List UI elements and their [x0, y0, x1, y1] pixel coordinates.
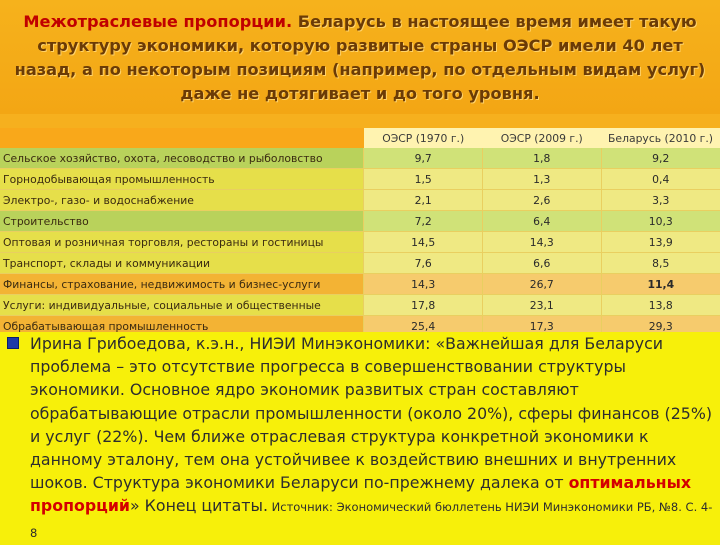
column-header-oecd-1970: ОЭСР (1970 г.): [364, 128, 483, 148]
cell-oecd-2009: 2,6: [482, 190, 601, 211]
cell-oecd-2009: 14,3: [482, 232, 601, 253]
cell-oecd-1970: 2,1: [364, 190, 483, 211]
row-label: Услуги: индивидуальные, социальные и общественные: [0, 295, 364, 316]
cell-belarus-2010: 3,3: [601, 190, 720, 211]
row-label: Финансы, страхование, недвижимость и бизнес-услуги: [0, 274, 364, 295]
cell-oecd-2009: 17,3: [482, 316, 601, 337]
quote-ending: » Конец цитаты.: [130, 496, 268, 516]
table-row: [0, 148, 720, 169]
cell-belarus-2010: 11,4: [601, 274, 720, 295]
table-header-row: [0, 128, 720, 148]
cell-oecd-1970: 17,8: [364, 295, 483, 316]
table-row: [0, 295, 720, 316]
square-bullet-icon: [7, 337, 19, 349]
cell-belarus-2010: 13,8: [601, 295, 720, 316]
cell-oecd-2009: 6,6: [482, 253, 601, 274]
sector-structure-table: [0, 128, 720, 337]
cell-oecd-1970: 14,5: [364, 232, 483, 253]
cell-oecd-2009: 1,3: [482, 169, 601, 190]
row-label: Горнодобывающая промышленность: [0, 169, 364, 190]
table-row: [0, 190, 720, 211]
table-top-stripe: [0, 114, 720, 128]
cell-oecd-1970: 9,7: [364, 148, 483, 169]
quote-block: [0, 332, 720, 540]
cell-belarus-2010: 9,2: [601, 148, 720, 169]
quote-source: Источник: Экономический бюллетень НИЭИ Минэкономики РБ, №8. С. 4-8: [30, 500, 713, 540]
cell-belarus-2010: 13,9: [601, 232, 720, 253]
table-panel: [0, 114, 720, 333]
table-row: [0, 253, 720, 274]
slide-title: [0, 0, 720, 114]
cell-oecd-2009: 1,8: [482, 148, 601, 169]
column-header-oecd-2009: ОЭСР (2009 г.): [482, 128, 601, 148]
row-label: Обрабатывающая промышленность: [0, 316, 364, 337]
title-text: Беларусь в настоящее время имеет такую структуру экономики, которую развитые страны ОЭСР имели 40 лет назад, а по некоторым позициям (например, по отдельным видам услуг) даже не дотягивает и до того уровня.: [14, 12, 706, 103]
cell-oecd-2009: 6,4: [482, 211, 601, 232]
cell-oecd-2009: 23,1: [482, 295, 601, 316]
cell-oecd-1970: 7,2: [364, 211, 483, 232]
cell-belarus-2010: 8,5: [601, 253, 720, 274]
row-label: Оптовая и розничная торговля, рестораны и гостиницы: [0, 232, 364, 253]
table-row: [0, 211, 720, 232]
cell-belarus-2010: 0,4: [601, 169, 720, 190]
table-row: [0, 169, 720, 190]
title-highlight: Межотраслевые пропорции.: [23, 12, 293, 31]
cell-oecd-1970: 14,3: [364, 274, 483, 295]
row-label: Сельское хозяйство, охота, лесоводство и рыболовство: [0, 148, 364, 169]
quote-highlight: оптимальных пропорций: [30, 473, 692, 516]
table-row: [0, 274, 720, 295]
table-row: [0, 232, 720, 253]
cell-oecd-1970: 1,5: [364, 169, 483, 190]
cell-belarus-2010: 29,3: [601, 316, 720, 337]
cell-oecd-2009: 26,7: [482, 274, 601, 295]
cell-oecd-1970: 7,6: [364, 253, 483, 274]
column-header-belarus-2010: Беларусь (2010 г.): [601, 128, 720, 148]
header-blank: [0, 128, 364, 148]
row-label: Строительство: [0, 211, 364, 232]
row-label: Транспорт, склады и коммуникации: [0, 253, 364, 274]
quote-text: Ирина Грибоедова, к.э.н., НИЭИ Минэкономики: «Важнейшая для Беларуси проблема – это отсутствие прогресса в совершенствовании структуры экономики. Основное ядро экономик развитых стран составляют обрабатывающие отрасли промышленности (около 20%), сферы финансов (25%) и услуг (22%). Чем ближе отраслевая структура конкретной экономики к данному эталону, тем она устойчивее к воздействию внешних и внутренних шоков. Структура экономики Беларуси по-прежнему далека от: [30, 334, 712, 493]
quote-paragraph: [30, 332, 714, 545]
cell-belarus-2010: 10,3: [601, 211, 720, 232]
row-label: Электро-, газо- и водоснабжение: [0, 190, 364, 211]
cell-oecd-1970: 25,4: [364, 316, 483, 337]
